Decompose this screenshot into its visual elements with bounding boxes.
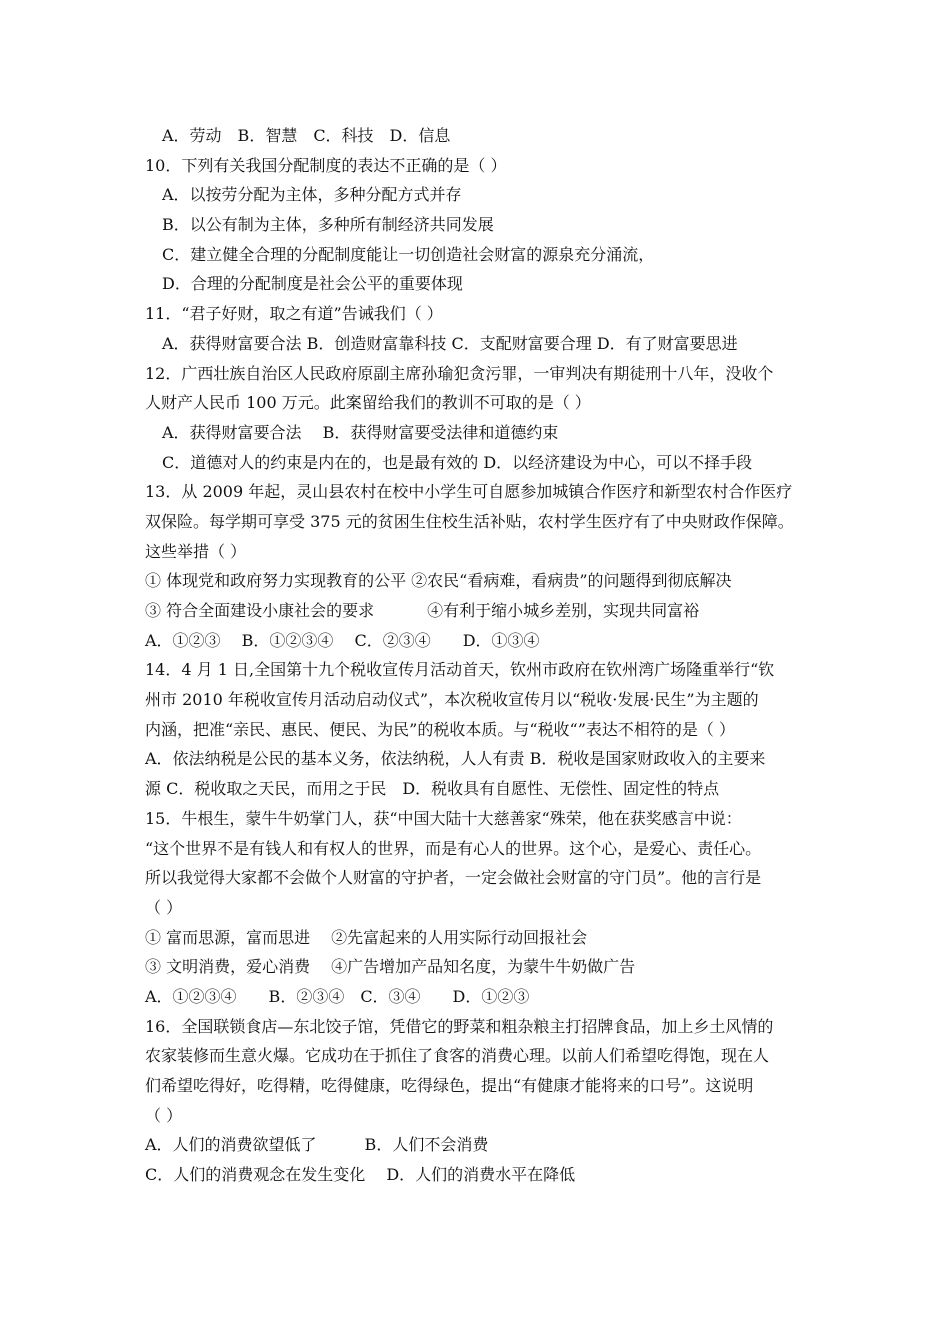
text-line: ③ 文明消费，爱心消费 ④广告增加产品知名度，为蒙牛牛奶做广告 [145,957,636,977]
text-line: ① 体现党和政府努力实现教育的公平 ②农民“看病难，看病贵”的问题得到彻底解决 [145,571,732,591]
text-line: A．以按劳分配为主体，多种分配方式并存 [162,185,462,205]
text-line: 14．4 月 1 日,全国第十九个税收宣传月活动首天，钦州市政府在钦州湾广场隆重举行“钦 [145,660,775,680]
text-line: A．人们的消费欲望低了 B．人们不会消费 [145,1135,489,1155]
text-line: 13．从 2009 年起，灵山县农村在校中小学生可自愿参加城镇合作医疗和新型农村合作医疗 [145,482,793,502]
text-line: 们希望吃得好，吃得精，吃得健康，吃得绿色，提出“有健康才能将来的口号”。这说明 [145,1076,754,1095]
text-line: A．劳动 B．智慧 C．科技 D．信息 [162,126,451,145]
text-line: 人财产人民币 100 万元。此案留给我们的教训不可取的是（ ） [145,393,591,413]
text-line: 内涵，把准“亲民、惠民、便民、为民”的税收本质。与“税收“”表达不相符的是（ ） [145,719,735,739]
text-line: （ ） [145,897,183,917]
text-line: ① 富而思源，富而思进 ②先富起来的人用实际行动回报社会 [145,927,588,947]
text-line: ③ 符合全面建设小康社会的要求 ④有利于缩小城乡差别，实现共同富裕 [145,601,700,620]
text-line: A．依法纳税是公民的基本义务，依法纳税，人人有责 B．税收是国家财政收入的主要来 [145,749,766,769]
text-line: B．以公有制为主体，多种所有制经济共同发展 [162,215,494,235]
text-line: C．人们的消费观念在发生变化 D．人们的消费水平在降低 [145,1165,576,1185]
text-line: D．合理的分配制度是社会公平的重要体现 [162,274,463,294]
text-line: “这个世界不是有钱人和有权人的世界，而是有心人的世界。这个心，是爱心、责任心。 [145,838,762,858]
exam-questions [145,121,825,1190]
text-line: C．建立健全合理的分配制度能让一切创造社会财富的源泉充分涌流， [162,244,655,264]
text-line: （ ） [145,1105,183,1125]
text-line: 州市 2010 年税收宣传月活动启动仪式”，本次税收宣传月以“税收·发展·民生”为主题的 [145,690,759,710]
text-line: C．道德对人的约束是内在的，也是最有效的 D．以经济建设为中心，可以不择手段 [162,452,753,472]
text-line: 这些举措（ ） [145,541,247,561]
text-line: 所以我觉得大家都不会做个人财富的守护者，一定会做社会财富的守门员”。他的言行是 [145,868,762,888]
text-line: 16．全国联锁食店—东北饺子馆，凭借它的野菜和粗杂粮主打招牌食品，加上乡土风情的 [145,1016,774,1036]
text-line: A．获得财富要合法 B．获得财富要受法律和道德约束 [162,422,559,442]
text-line: A．①②③ B．①②③④ C．②③④ D．①③④ [145,630,540,650]
text-line: 12．广西壮族自治区人民政府原副主席孙瑜犯贪污罪，一审判决有期徒刑十八年，没收个 [145,363,774,383]
text-line: 15．牛根生，蒙牛牛奶掌门人，获“中国大陆十大慈善家“殊荣，他在获奖感言中说： [145,808,742,828]
text-line: 双保险。每学期可享受 375 元的贫困生住校生活补贴，农村学生医疗有了中央财政作保障。 [145,511,794,531]
text-line: 11．“君子好财，取之有道”告诫我们（ ） [145,304,443,324]
text-line: 10．下列有关我国分配制度的表达不正确的是（ ） [145,155,507,175]
text-line: A．①②③④ B．②③④ C．③④ D．①②③ [145,986,530,1006]
text-line: A．获得财富要合法 B．创造财富靠科技 C．支配财富要合理 D．有了财富要思进 [162,333,738,353]
text-line: 源 C．税收取之天民，而用之于民 D．税收具有自愿性、无偿性、固定性的特点 [145,779,720,799]
text-line: 农家装修而生意火爆。它成功在于抓住了食客的消费心理。以前人们希望吃得饱，现在人 [145,1046,770,1066]
